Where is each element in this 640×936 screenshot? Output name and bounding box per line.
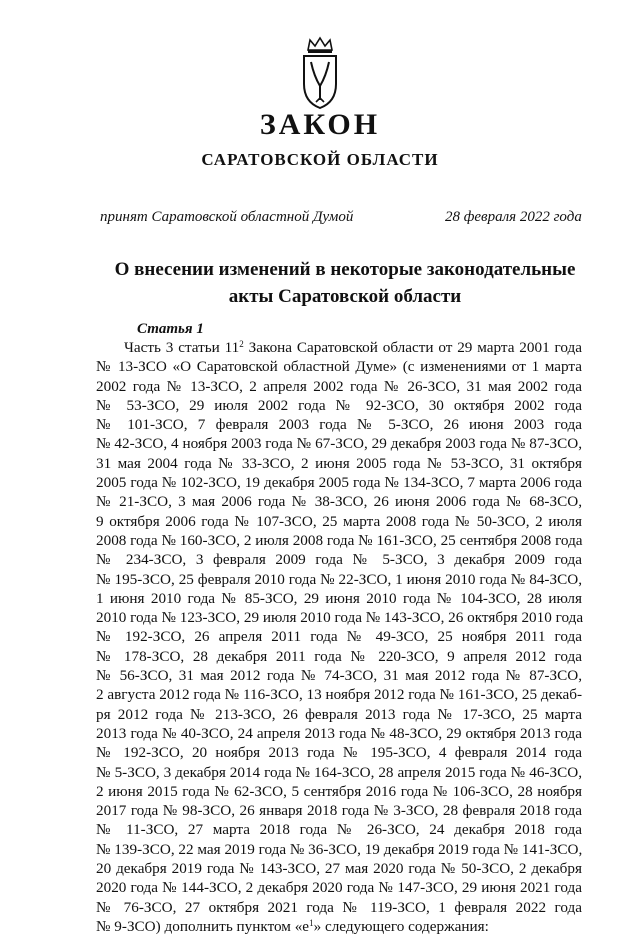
body-line: Часть 3 статьи $11^2$ Закона Саратовской области от 29 марта 2001 года bbox=[124, 339, 582, 356]
body-line: 2 августа 2012 года № 116-ЗСО, 13 ноября 2012 года № 161-ЗСО, 25 декаб- bbox=[96, 686, 583, 704]
body-line: 2013 года № 40-ЗСО, 24 апреля 2013 года № 48-ЗСО, 29 октября 2013 года bbox=[96, 724, 582, 742]
body-line: № 53-ЗСО, 29 июля 2002 года № 92-ЗСО, 30 октября 2002 года bbox=[96, 396, 582, 414]
body-line: 2008 года № 160-ЗСО, 2 июля 2008 года № 161-ЗСО, 25 сентября 2008 года bbox=[96, 531, 583, 549]
adoption-date: 28 февраля 2022 года bbox=[445, 209, 582, 225]
article-label: Статья 1 bbox=[137, 321, 204, 337]
body-line: № 21-ЗСО, 3 мая 2006 года № 38-ЗСО, 26 июня 2006 года № 68-ЗСО, bbox=[96, 493, 582, 511]
body-line: № 192-ЗСО, 26 апреля 2011 года № 49-ЗСО, 25 ноября 2011 года bbox=[96, 628, 582, 646]
body-line: № 11-ЗСО, 27 марта 2018 года № 26-ЗСО, 24 декабря 2018 года bbox=[96, 821, 582, 839]
body-line: 2005 года № 102-ЗСО, 19 декабря 2005 года № 134-ЗСО, 7 марта 2006 года bbox=[96, 474, 582, 492]
body-line: № 42-ЗСО, 4 ноября 2003 года № 67-ЗСО, 29 декабря 2003 года № 87-ЗСО, bbox=[96, 435, 582, 453]
law-heading bbox=[80, 256, 610, 310]
body-line: 2002 года № 13-ЗСО, 2 апреля 2002 года № 26-ЗСО, 31 мая 2002 года bbox=[96, 377, 582, 395]
coat-of-arms-icon bbox=[298, 36, 342, 110]
body-line: № 234-ЗСО, 3 февраля 2009 года № 5-ЗСО, 3 декабря 2009 года bbox=[96, 551, 582, 569]
body-line: № 178-ЗСО, 28 декабря 2011 года № 220-ЗСО, 9 апреля 2012 года bbox=[96, 647, 582, 665]
document-subtitle: САРАТОВСКОЙ ОБЛАСТИ bbox=[201, 150, 439, 169]
body-line: № 5-ЗСО, 3 декабря 2014 года № 164-ЗСО, 28 апреля 2015 года № 46-ЗСО, bbox=[96, 763, 582, 781]
heading-line: акты Саратовской области bbox=[228, 286, 462, 307]
body-line: 2 июня 2015 года № 62-ЗСО, 5 сентября 2016 года № 106-ЗСО, 28 ноября bbox=[96, 782, 582, 800]
body-line: 31 мая 2004 года № 33-ЗСО, 2 июня 2005 года № 53-ЗСО, 31 октября bbox=[96, 454, 582, 472]
body-line: 2010 года № 123-ЗСО, 29 июля 2010 года № 143-ЗСО, 26 октября 2010 года bbox=[96, 609, 584, 627]
body-line: № 192-ЗСО, 20 ноября 2013 года № 195-ЗСО, 4 февраля 2014 года bbox=[96, 744, 582, 762]
body-line: № 139-ЗСО, 22 мая 2019 года № 36-ЗСО, 19 декабря 2019 года № 141-ЗСО, bbox=[96, 840, 583, 858]
body-line: 20 декабря 2019 года № 143-ЗСО, 27 мая 2020 года № 50-ЗСО, 2 декабря bbox=[96, 860, 582, 878]
body-line: 2017 года № 98-ЗСО, 26 января 2018 года № 3-ЗСО, 28 февраля 2018 года bbox=[96, 802, 582, 820]
body-line: № 56-ЗСО, 31 мая 2012 года № 74-ЗСО, 31 мая 2012 года № 87-ЗСО, bbox=[96, 667, 582, 685]
body-line: № 101-ЗСО, 7 февраля 2003 года № 5-ЗСО, 26 июня 2003 года bbox=[96, 416, 582, 434]
body-line: ря 2012 года № 213-ЗСО, 26 февраля 2013 года № 17-ЗСО, 25 марта bbox=[96, 705, 582, 723]
adopted-by: принят Саратовской областной Думой bbox=[100, 209, 354, 225]
body-line: № 195-ЗСО, 25 февраля 2010 года № 22-ЗСО, 1 июня 2010 года № 84-ЗСО, bbox=[96, 570, 582, 588]
body-line: 1 июня 2010 года № 85-ЗСО, 29 июня 2010 года № 104-ЗСО, 28 июля bbox=[96, 589, 582, 607]
body-line: № 76-ЗСО, 27 октября 2021 года № 119-ЗСО, 1 февраля 2022 года bbox=[96, 898, 582, 916]
heading-line: О внесении изменений в некоторые законодательные bbox=[114, 259, 576, 280]
body-line: 9 октября 2006 года № 107-ЗСО, 25 марта 2008 года № 50-ЗСО, 2 июля bbox=[96, 512, 582, 530]
body-line: 2020 года № 144-ЗСО, 2 декабря 2020 года № 147-ЗСО, 29 июня 2021 года bbox=[96, 879, 582, 897]
article-body bbox=[96, 338, 582, 936]
body-line: № 9-ЗСО) дополнить пунктом «$е^1$» следующего содержания: bbox=[96, 917, 489, 935]
body-line: № 13-ЗСО «О Саратовской областной Думе» (с изменениями от 1 марта bbox=[96, 358, 582, 376]
document-title: ЗАКОН bbox=[259, 108, 381, 141]
